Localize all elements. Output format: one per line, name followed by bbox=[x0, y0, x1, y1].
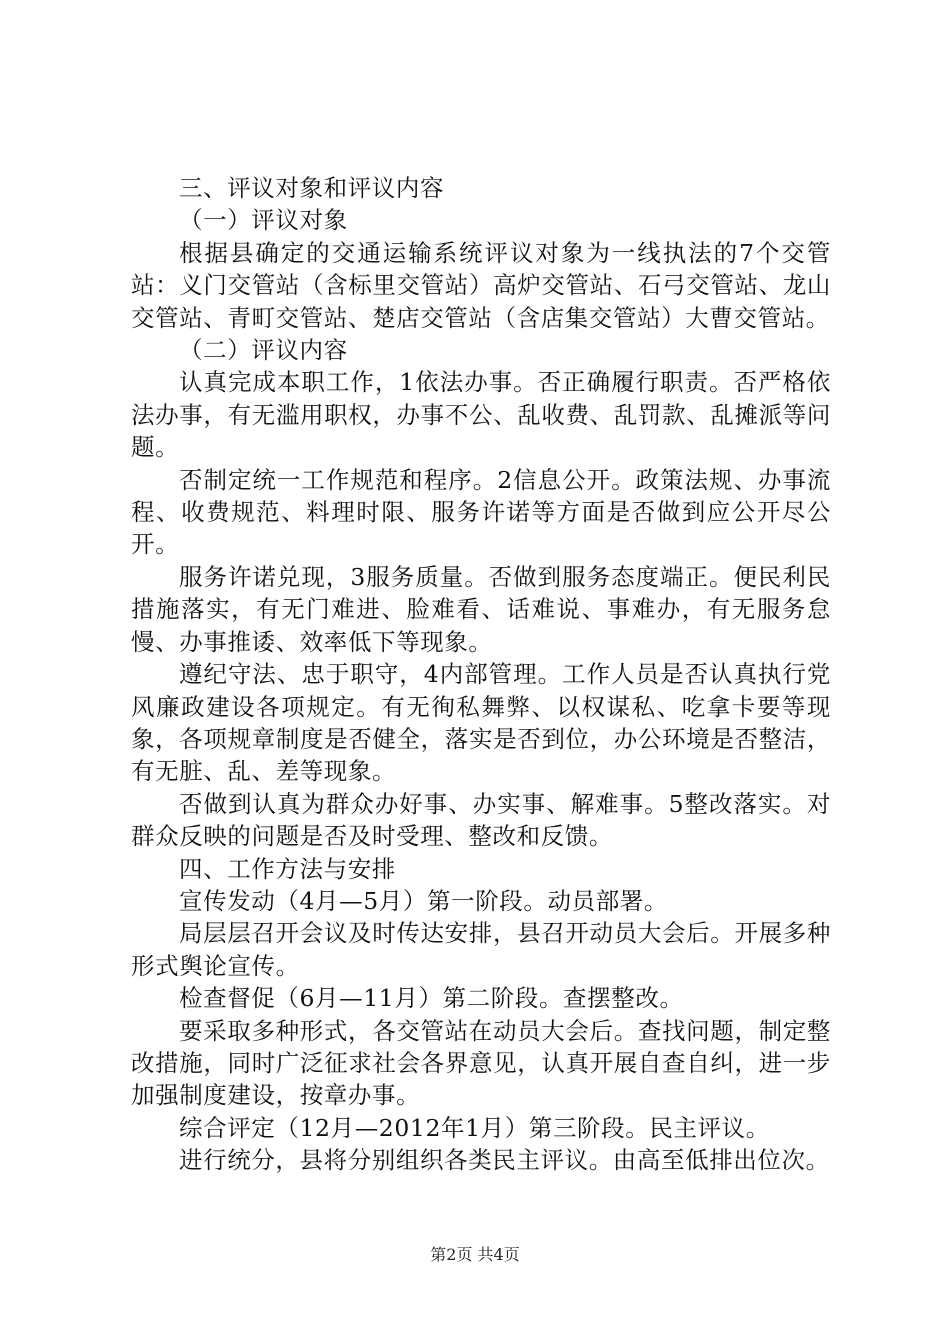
paragraph-stage-2-detail: 要采取多种形式，各交管站在动员大会后。查找问题，制定整改措施，同时广泛征求社会各界意见，认真开展自查自纠，进一步加强制度建设，按章办事。 bbox=[131, 1016, 831, 1110]
document-body bbox=[131, 172, 831, 1177]
paragraph-item-2: 否制定统一工作规范和程序。2信息公开。政策法规、办事流程、收费规范、料理时限、服务许诺等方面是否做到应公开尽公开。 bbox=[131, 465, 831, 559]
paragraph-item-1: 认真完成本职工作，1依法办事。否正确履行职责。否严格依法办事，有无滥用职权，办事不公、乱收费、乱罚款、乱摊派等问题。 bbox=[131, 368, 831, 462]
paragraph-stage-2: 检查督促（6月—11月）第二阶段。查摆整改。 bbox=[179, 984, 684, 1013]
section-heading-4: 四、工作方法与安排 bbox=[179, 854, 396, 883]
paragraph-stage-3: 综合评定（12月—2012年1月）第三阶段。民主评议。 bbox=[179, 1113, 770, 1142]
paragraph-stage-3-detail: 进行统分，县将分别组织各类民主评议。由高至低排出位次。 bbox=[179, 1146, 830, 1175]
subsection-heading-2: （二）评议内容 bbox=[179, 336, 348, 365]
paragraph-stage-1: 宣传发动（4月—5月）第一阶段。动员部署。 bbox=[179, 886, 669, 915]
page-number-footer: 第2页 共4页 bbox=[430, 1245, 520, 1264]
paragraph-evaluation-targets: 根据县确定的交通运输系统评议对象为一线执法的7个交管站：义门交管站（含标里交管站）高炉交管站、石弓交管站、龙山交管站、青町交管站、楚店交管站（含店集交管站）大曹交管站。 bbox=[131, 238, 831, 332]
paragraph-item-4: 遵纪守法、忠于职守，4内部管理。工作人员是否认真执行党风廉政建设各项规定。有无徇私舞弊、以权谋私、吃拿卡要等现象，各项规章制度是否健全，落实是否到位，办公环境是否整洁，有无脏、乱、差等现象。 bbox=[131, 660, 831, 786]
paragraph-item-5: 否做到认真为群众办好事、办实事、解难事。5整改落实。对群众反映的问题是否及时受理、整改和反馈。 bbox=[131, 789, 831, 851]
subsection-heading-1: （一）评议对象 bbox=[179, 206, 348, 235]
paragraph-item-3: 服务许诺兑现，3服务质量。否做到服务态度端正。便民利民措施落实，有无门难进、脸难看、话难说、事难办，有无服务怠慢、办事推诿、效率低下等现象。 bbox=[131, 562, 831, 656]
section-heading-3: 三、评议对象和评议内容 bbox=[179, 174, 445, 202]
paragraph-stage-1-detail: 局层层召开会议及时传达安排，县召开动员大会后。开展多种形式舆论宣传。 bbox=[131, 919, 831, 980]
